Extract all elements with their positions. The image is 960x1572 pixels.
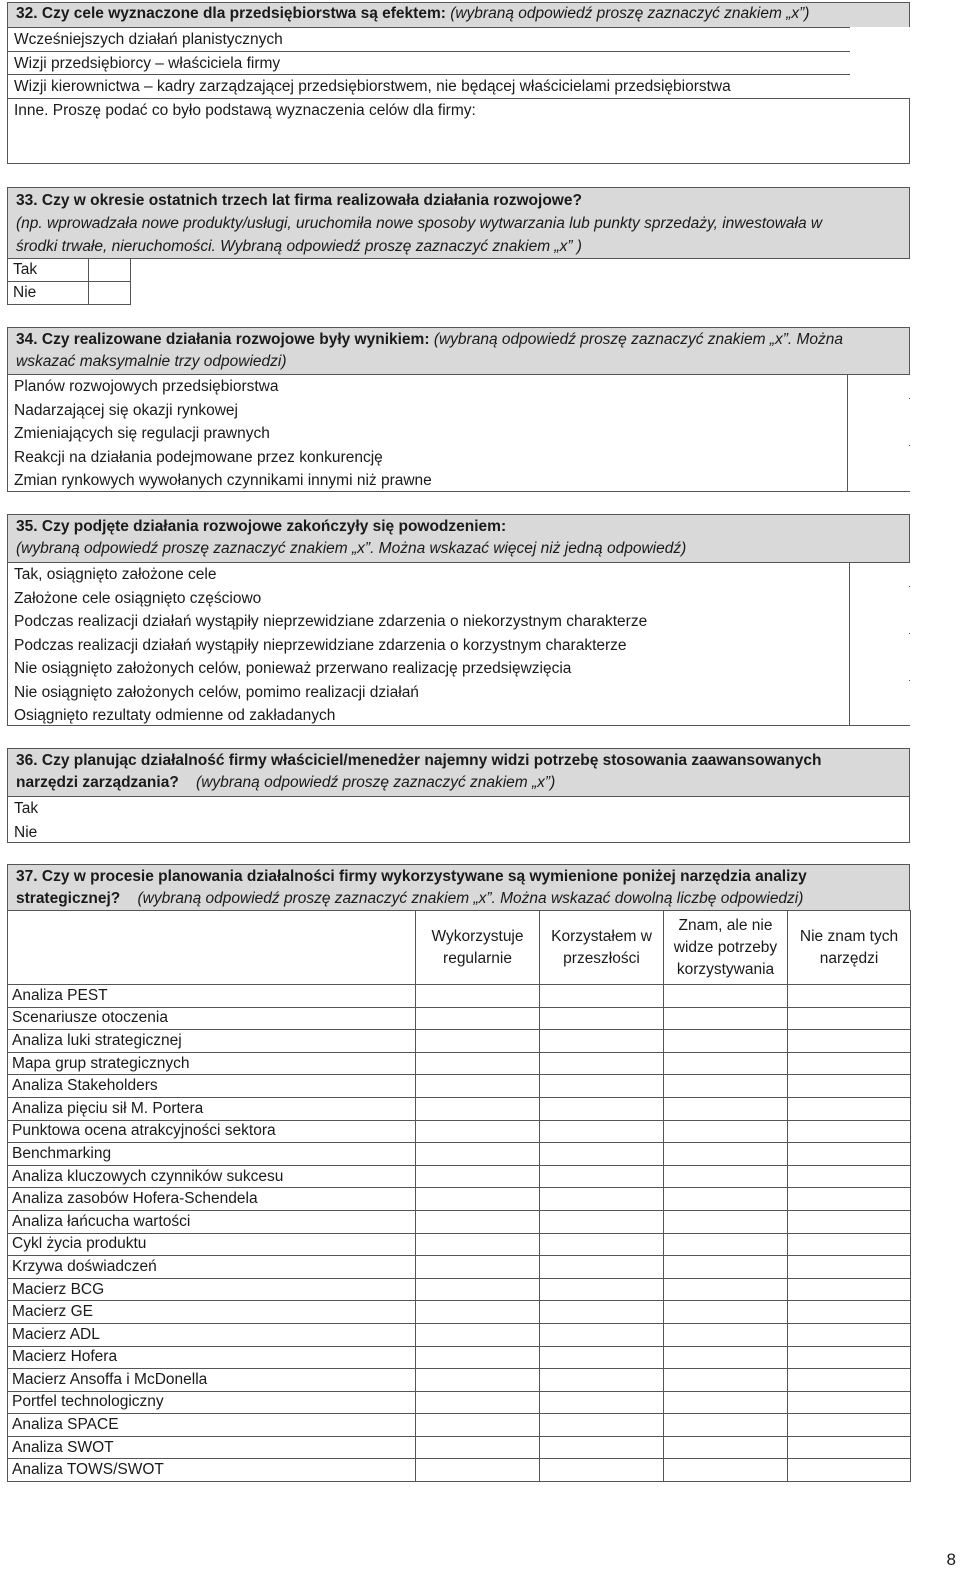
q37-answer-cell[interactable] [664,1301,788,1324]
q37-answer-cell[interactable] [416,1188,540,1211]
q35-option-7: Osiągnięto rezultaty odmienne od zakładanych [14,707,336,724]
q37-answer-cell[interactable] [540,1120,664,1143]
q34-option-1: Planów rozwojowych przedsiębiorstwa [14,378,279,395]
q37-answer-cell[interactable] [540,1188,664,1211]
q37-answer-cell[interactable] [664,1075,788,1098]
q33-option-nie: Nie [13,284,37,301]
q37-answer-cell[interactable] [540,1346,664,1369]
q34-option-4: Reakcji na działania podejmowane przez konkurencję [14,448,383,466]
q37-answer-cell[interactable] [788,1278,911,1301]
question-34-title-line1 [16,329,901,351]
question-32-text: Czy cele wyznaczone dla przedsiębiorstwa są efektem: [41,5,446,22]
q34-answer-box-2[interactable] [848,399,910,422]
table-row [8,1120,911,1143]
q37-tool-name: Macierz GE [8,1301,416,1324]
question-34-number: 34. [16,331,38,348]
question-37-section [7,864,910,911]
q35-option-3: Podczas realizacji działań wystąpiły nieprzewidziane zdarzenia o niekorzystnym charakterze [14,613,648,630]
q37-tool-name: Analiza TOWS/SWOT [8,1459,416,1482]
q37-answer-cell[interactable] [416,1256,540,1279]
question-37-title-line1 [16,866,901,888]
q37-answer-cell[interactable] [664,1256,788,1279]
q37-answer-cell[interactable] [664,1391,788,1414]
table-row [8,1188,911,1211]
q37-tool-name: Analiza zasobów Hofera-Schendela [8,1188,416,1211]
q35-option-4: Podczas realizacji działań wystąpiły nieprzewidziane zdarzenia o korzystnym charakterze [14,636,627,654]
q37-answer-cell[interactable] [416,1391,540,1414]
q37-answer-cell[interactable] [788,1210,911,1233]
q37-answer-cell[interactable] [788,1436,911,1459]
q37-answer-cell[interactable] [788,1007,911,1030]
question-33-section [7,187,910,259]
q37-answer-cell[interactable] [540,1414,664,1437]
q37-answer-cell[interactable] [664,1459,788,1482]
q37-answer-cell[interactable] [788,1459,911,1482]
q37-tool-name: Analiza luki strategicznej [8,1030,416,1053]
q37-col-header-3: Znam, ale nie widze potrzeby korzystywania [664,911,788,985]
q34-answer-box-3[interactable] [848,422,910,445]
q37-answer-cell[interactable] [416,1301,540,1324]
q32-option-2: Wizji przedsiębiorcy – właściciela firmy [14,55,281,72]
q36-answer-box-nie[interactable] [108,820,168,842]
q37-answer-cell[interactable] [664,1369,788,1392]
q35-option-5: Nie osiągnięto założonych celów, ponieważ przerwano realizację przedsięwzięcia [14,660,572,677]
question-35-title [16,516,901,538]
q37-tool-name: Analiza PEST [8,985,416,1008]
q37-answer-cell[interactable] [416,1052,540,1075]
q37-col-header-2: Korzystałem w przeszłości [540,911,664,985]
q35-answer-box-5[interactable] [850,657,910,680]
q37-answer-cell[interactable] [664,1188,788,1211]
q34-option-3: Zmieniających się regulacji prawnych [14,425,270,442]
q37-answer-cell[interactable] [416,1210,540,1233]
question-33-title [16,189,901,212]
q37-answer-cell[interactable] [416,1278,540,1301]
question-35-text: Czy podjęte działania rozwojowe zakończyły się powodzeniem: [41,518,507,535]
q35-answer-box-3[interactable] [850,610,910,633]
table-row [8,1278,911,1301]
table-row [8,1369,911,1392]
question-34-section [7,327,910,492]
question-34-text: Czy realizowane działania rozwojowe były wynikiem: [41,331,430,348]
q37-answer-cell[interactable] [540,1301,664,1324]
q37-answer-cell[interactable] [540,1075,664,1098]
question-36-text-2: narzędzi zarządzania? [16,774,179,791]
q37-tool-name: Macierz ADL [8,1323,416,1346]
table-row [8,1414,911,1437]
question-32-header [8,3,909,27]
q35-answer-box-6[interactable] [850,681,910,704]
q37-answer-cell[interactable] [788,1323,911,1346]
q32-other-text-area[interactable] [8,123,909,163]
q37-answer-cell[interactable] [788,1391,911,1414]
q37-answer-cell[interactable] [540,1007,664,1030]
q34-answer-box-1[interactable] [848,375,910,398]
table-row [8,1323,911,1346]
q37-answer-cell[interactable] [788,1414,911,1437]
q37-answer-cell[interactable] [788,1369,911,1392]
table-row [8,1233,911,1256]
q37-answer-cell[interactable] [540,1391,664,1414]
q37-answer-cell[interactable] [416,1007,540,1030]
page-number: 8 [946,1550,956,1569]
table-row [8,1391,911,1414]
q37-tool-name: Cykl życia produktu [8,1233,416,1256]
q37-answer-cell[interactable] [664,1346,788,1369]
q37-answer-cell[interactable] [788,1165,911,1188]
q35-option-2: Założone cele osiągnięto częściowo [14,589,262,607]
q32-answer-box-3[interactable] [850,74,911,98]
q37-answer-cell[interactable] [788,1097,911,1120]
q37-answer-cell[interactable] [540,1210,664,1233]
q32-option-4: Inne. Proszę podać co było podstawą wyznaczenia celów dla firmy: [14,102,476,119]
question-32-number: 32. [16,5,38,22]
q37-answer-cell[interactable] [540,985,664,1008]
question-34-instruction-1: (wybraną odpowiedź proszę zaznaczyć znakiem „x”. Można [433,331,844,348]
q37-col-header-1: Wykorzystuje regularnie [416,911,540,985]
q32-answer-box-1[interactable] [850,27,911,52]
q37-tool-name: Analiza Stakeholders [8,1075,416,1098]
q37-tool-name: Scenariusze otoczenia [8,1007,416,1030]
table-row [8,1143,911,1166]
q37-answer-cell[interactable] [664,1143,788,1166]
q37-answer-cell[interactable] [788,1256,911,1279]
q37-answer-cell[interactable] [788,1143,911,1166]
question-35-instruction: (wybraną odpowiedź proszę zaznaczyć znakiem „x”. Można wskazać więcej niż jedną odpowiedź) [16,540,687,557]
q37-tool-name: Analiza łańcucha wartości [8,1210,416,1233]
q32-option-3: Wizji kierownictwa – kadry zarządzającej przedsiębiorstwem, nie będącej właścicielami przedsiębiorstwa [14,78,731,95]
table-row [8,1459,911,1482]
question-36-number: 36. [16,752,38,769]
q37-tool-name: Benchmarking [8,1143,416,1166]
question-36-section [7,748,910,843]
q37-answer-cell[interactable] [540,1256,664,1279]
question-32-instruction: (wybraną odpowiedź proszę zaznaczyć znakiem „x”) [450,5,810,22]
q37-answer-cell[interactable] [416,1030,540,1053]
question-33-number: 33. [16,192,38,209]
q37-answer-cell[interactable] [664,1030,788,1053]
q34-option-5: Zmian rynkowych wywołanych czynnikami innymi niż prawne [14,472,432,489]
table-row [8,1007,911,1030]
q37-answer-cell[interactable] [540,1459,664,1482]
q37-tool-name: Macierz Hofera [8,1346,416,1369]
q33-answer-box-tak[interactable] [88,258,131,282]
q37-answer-cell[interactable] [540,1097,664,1120]
q37-answer-cell[interactable] [664,1097,788,1120]
q37-answer-cell[interactable] [788,1233,911,1256]
q37-answer-cell[interactable] [416,1120,540,1143]
table-row [8,1301,911,1324]
q37-answer-cell[interactable] [540,1052,664,1075]
table-row [8,1346,911,1369]
q37-answer-cell[interactable] [788,1346,911,1369]
q37-answer-cell[interactable] [664,1007,788,1030]
q35-answer-box-4[interactable] [850,634,910,657]
q37-answer-cell[interactable] [664,1323,788,1346]
q37-answer-cell[interactable] [416,1323,540,1346]
q37-answer-cell[interactable] [664,985,788,1008]
table-row [8,1165,911,1188]
q37-answer-cell[interactable] [416,1459,540,1482]
table-row [8,1256,911,1279]
q37-answer-cell[interactable] [788,1188,911,1211]
q37-answer-cell[interactable] [540,1165,664,1188]
question-33-note-line1: (np. wprowadzała nowe produkty/usługi, uruchomiła nowe sposoby wytwarzania lub punkty sprzedaży, inwestowała w [16,215,823,232]
question-37-text-1: Czy w procesie planowania działalności firmy wykorzystywane są wymienione poniżej narzędzia analizy [41,868,807,885]
question-33-text: Czy w okresie ostatnich trzech lat firma realizowała działania rozwojowe? [41,192,582,209]
question-36-text-1: Czy planując działalność firmy właściciel/menedżer najemny widzi potrzebę stosowania zaawansowanych [41,752,822,769]
q37-answer-cell[interactable] [416,1233,540,1256]
q37-answer-cell[interactable] [416,1097,540,1120]
table-row [8,985,911,1008]
q37-answer-cell[interactable] [788,985,911,1008]
q37-answer-cell[interactable] [664,1414,788,1437]
q37-answer-cell[interactable] [664,1233,788,1256]
q37-tool-name: Analiza pięciu sił M. Portera [8,1097,416,1120]
q37-tool-name: Mapa grup strategicznych [8,1052,416,1075]
q37-answer-cell[interactable] [788,1052,911,1075]
q32-answer-box-2[interactable] [850,51,911,75]
q37-answer-cell[interactable] [540,1030,664,1053]
q33-option-tak: Tak [13,261,38,278]
question-34-instruction-2: wskazać maksymalnie trzy odpowiedzi) [16,353,287,370]
q37-tool-name: Krzywa doświadczeń [8,1256,416,1279]
q37-tool-name: Portfel technologiczny [8,1391,416,1414]
q37-tool-name: Macierz Ansoffa i McDonella [8,1369,416,1392]
q34-answer-box-5[interactable] [848,469,910,491]
q37-tool-name: Punktowa ocena atrakcyjności sektora [8,1120,416,1143]
q36-answer-box-tak[interactable] [108,797,168,820]
q37-tool-name: Analiza SPACE [8,1414,416,1437]
q33-options [7,258,131,305]
q37-answer-cell[interactable] [540,1233,664,1256]
q37-header-blank [8,911,416,985]
q34-option-2: Nadarzającej się okazji rynkowej [14,401,238,419]
table-row [8,1052,911,1075]
question-37-instruction: (wybraną odpowiedź proszę zaznaczyć znakiem „x”. Można wskazać dowolną liczbę odpowiedzi) [137,890,804,907]
question-32-section [7,2,910,164]
q37-answer-cell[interactable] [664,1052,788,1075]
q36-option-nie: Nie [14,823,38,841]
question-33-note-line2: środki trwałe, nieruchomości. Wybraną odpowiedź proszę zaznaczyć znakiem „x” ) [16,238,582,255]
q37-answer-cell[interactable] [416,985,540,1008]
q37-answer-cell[interactable] [664,1120,788,1143]
q37-answer-cell[interactable] [416,1414,540,1437]
q37-tool-name: Analiza SWOT [8,1436,416,1459]
q37-tools-table [7,910,911,1482]
q37-answer-cell[interactable] [416,1165,540,1188]
q37-answer-cell[interactable] [416,1369,540,1392]
question-36-instruction: (wybraną odpowiedź proszę zaznaczyć znakiem „x”) [196,774,556,791]
q37-answer-cell[interactable] [664,1436,788,1459]
q34-answer-box-4[interactable] [848,446,910,469]
q37-answer-cell[interactable] [416,1436,540,1459]
q37-answer-cell[interactable] [664,1278,788,1301]
question-35-section [7,514,910,726]
table-row [8,1210,911,1233]
table-row [8,1436,911,1459]
q37-answer-cell[interactable] [416,1143,540,1166]
q35-answer-box-7[interactable] [850,704,910,725]
table-row [8,1075,911,1098]
question-35-number: 35. [16,518,38,535]
question-37-text-2: strategicznej? [16,890,121,907]
q35-option-6: Nie osiągnięto założonych celów, pomimo realizacji działań [14,683,419,701]
q32-option-1: Wcześniejszych działań planistycznych [14,31,283,48]
q37-tool-name: Analiza kluczowych czynników sukcesu [8,1165,416,1188]
question-37-title-line2 [16,888,901,910]
q36-option-tak: Tak [14,800,39,817]
q37-answer-cell[interactable] [664,1165,788,1188]
q37-answer-cell[interactable] [416,1346,540,1369]
q37-answer-cell[interactable] [788,1030,911,1053]
q37-answer-cell[interactable] [664,1210,788,1233]
q33-answer-box-nie[interactable] [88,281,131,305]
q37-answer-cell[interactable] [788,1301,911,1324]
question-36-title-line1 [16,750,901,772]
q35-answer-box-2[interactable] [850,587,910,610]
q37-answer-cell[interactable] [540,1278,664,1301]
q37-answer-cell[interactable] [540,1323,664,1346]
q37-answer-cell[interactable] [540,1369,664,1392]
q37-answer-cell[interactable] [416,1075,540,1098]
q37-answer-cell[interactable] [540,1143,664,1166]
q37-answer-cell[interactable] [540,1436,664,1459]
q37-tool-name: Macierz BCG [8,1278,416,1301]
table-row [8,1097,911,1120]
table-row [8,1030,911,1053]
q37-answer-cell[interactable] [788,1075,911,1098]
q37-header-row [8,911,911,985]
q35-option-1: Tak, osiągnięto założone cele [14,566,217,583]
q37-answer-cell[interactable] [788,1120,911,1143]
q35-answer-box-1[interactable] [850,563,910,586]
question-36-title-line2 [16,772,901,794]
question-37-number: 37. [16,868,38,885]
q37-col-header-4: Nie znam tych narzędzi [788,911,911,985]
